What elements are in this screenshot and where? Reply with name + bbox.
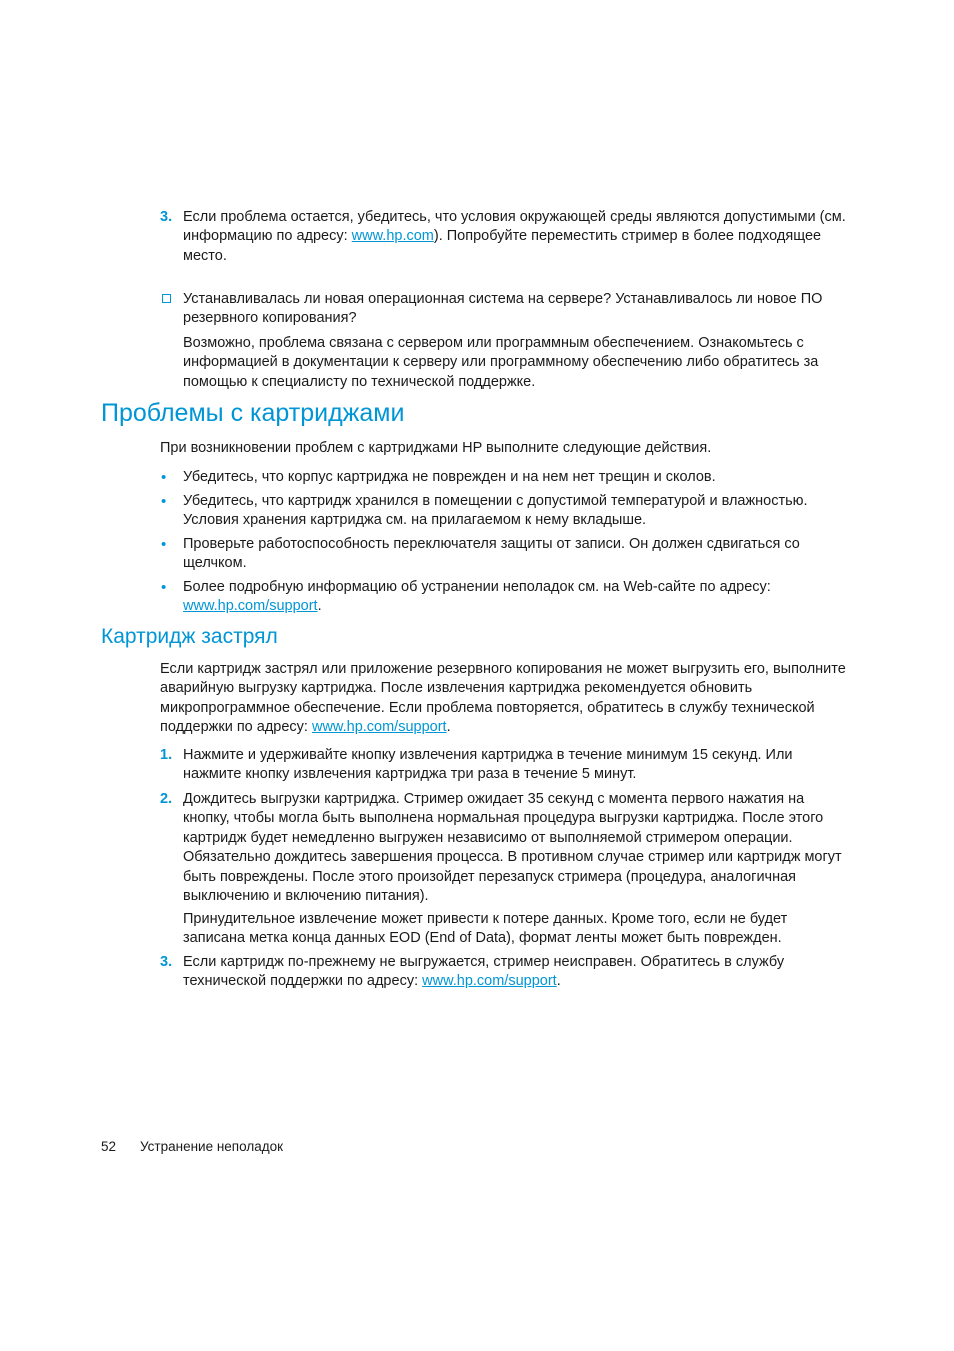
page-number: 52 (101, 1139, 117, 1154)
bullet-icon: • (161, 469, 167, 486)
support-link[interactable]: www.hp.com/support (422, 973, 557, 990)
list-item-text (183, 208, 848, 266)
bullet-item (183, 578, 848, 617)
hp-link[interactable]: www.hp.com (351, 228, 434, 245)
bullet-icon: • (161, 536, 167, 553)
text-fragment: Если картридж застрял или приложение резервного копирования не может выгрузить его, выполните аварийную выгрузку картриджа. После извлечения картриджа рекомендуется обновить микропрограммное обеспечение. Если проблема повторяется, обратитесь в службу технической поддержки по адресу: (160, 661, 846, 736)
text-fragment: Если проблема остается, убедитесь, что условия окружающей среды являются допустимыми (см. информацию по адресу: (183, 209, 846, 245)
section-intro: При возникновении проблем с картриджами HP выполните следующие действия. (160, 440, 712, 456)
text-fragment: . (556, 973, 561, 990)
bullet-item: Проверьте работоспособность переключателя защиты от записи. Он должен сдвигаться со щелчком. (183, 536, 800, 572)
bullet-item: Убедитесь, что картридж хранился в помещении с допустимой температурой и влажностью. Условия хранения картриджа см. на прилагаемом к нему вкладыше. (183, 493, 808, 529)
text-fragment: Более подробную информацию об устранении неполадок см. на Web-сайте по адресу: (183, 579, 771, 595)
text-fragment: ). Попробуйте переместить стример в более подходящее место. (183, 228, 822, 264)
checkbox-question: Устанавливалась ли новая операционная система на сервере? Устанавливалось ли новое ПО резервного копирования? (183, 291, 823, 327)
text-fragment: . (446, 719, 451, 736)
section-heading: Проблемы с картриджами (101, 399, 405, 427)
text-fragment: Если картридж по-прежнему не выгружается, стример неисправен. Обратитесь в службу технической поддержки по адресу: (183, 954, 785, 990)
step-text: Нажмите и удерживайте кнопку извлечения картриджа в течение минимум 15 секунд. Или нажмите кнопку извлечения картриджа три раза в течение 5 минут. (183, 747, 793, 783)
step-text: Дождитесь выгрузки картриджа. Стример ожидает 35 секунд с момента первого нажатия на кнопку, чтобы могла быть выполнена нормальная процедура выгрузки картриджа. После этого картридж будет немедленно выгружен независимо от выполняемой стримером операции. Обязательно дождитесь завершения процесса. В противном случае стример или картридж могут быть повреждены. После этого произойдет перезапуск стримера (процедура, аналогичная выключению и включению питания). (183, 791, 842, 905)
step-number: 2. (160, 791, 173, 807)
checkbox-answer: Возможно, проблема связана с сервером или программным обеспечением. Ознакомьтесь с информацией в документации к серверу или программному обеспечению либо обратитесь за помощью к специалисту по технической поддержке. (183, 335, 819, 390)
footer-section-title: Устранение неполадок (140, 1139, 284, 1154)
step-number: 3. (160, 954, 173, 970)
text-fragment: . (317, 598, 322, 615)
support-link[interactable]: www.hp.com/support (183, 598, 318, 615)
bullet-item: Убедитесь, что корпус картриджа не поврежден и на нем нет трещин и сколов. (183, 469, 716, 485)
step-text (183, 953, 848, 992)
subsection-intro (160, 660, 850, 738)
support-link[interactable]: www.hp.com/support (311, 719, 447, 736)
list-number: 3. (160, 209, 173, 225)
subsection-heading: Картридж застрял (101, 625, 278, 648)
bullet-icon: • (161, 493, 167, 510)
bullet-icon: • (161, 579, 167, 596)
step-number: 1. (160, 747, 173, 763)
checkbox-icon (162, 294, 171, 303)
step-note: Принудительное извлечение может привести к потере данных. Кроме того, если не будет записана метка конца данных EOD (End of Data), формат ленты может быть поврежден. (183, 911, 788, 947)
